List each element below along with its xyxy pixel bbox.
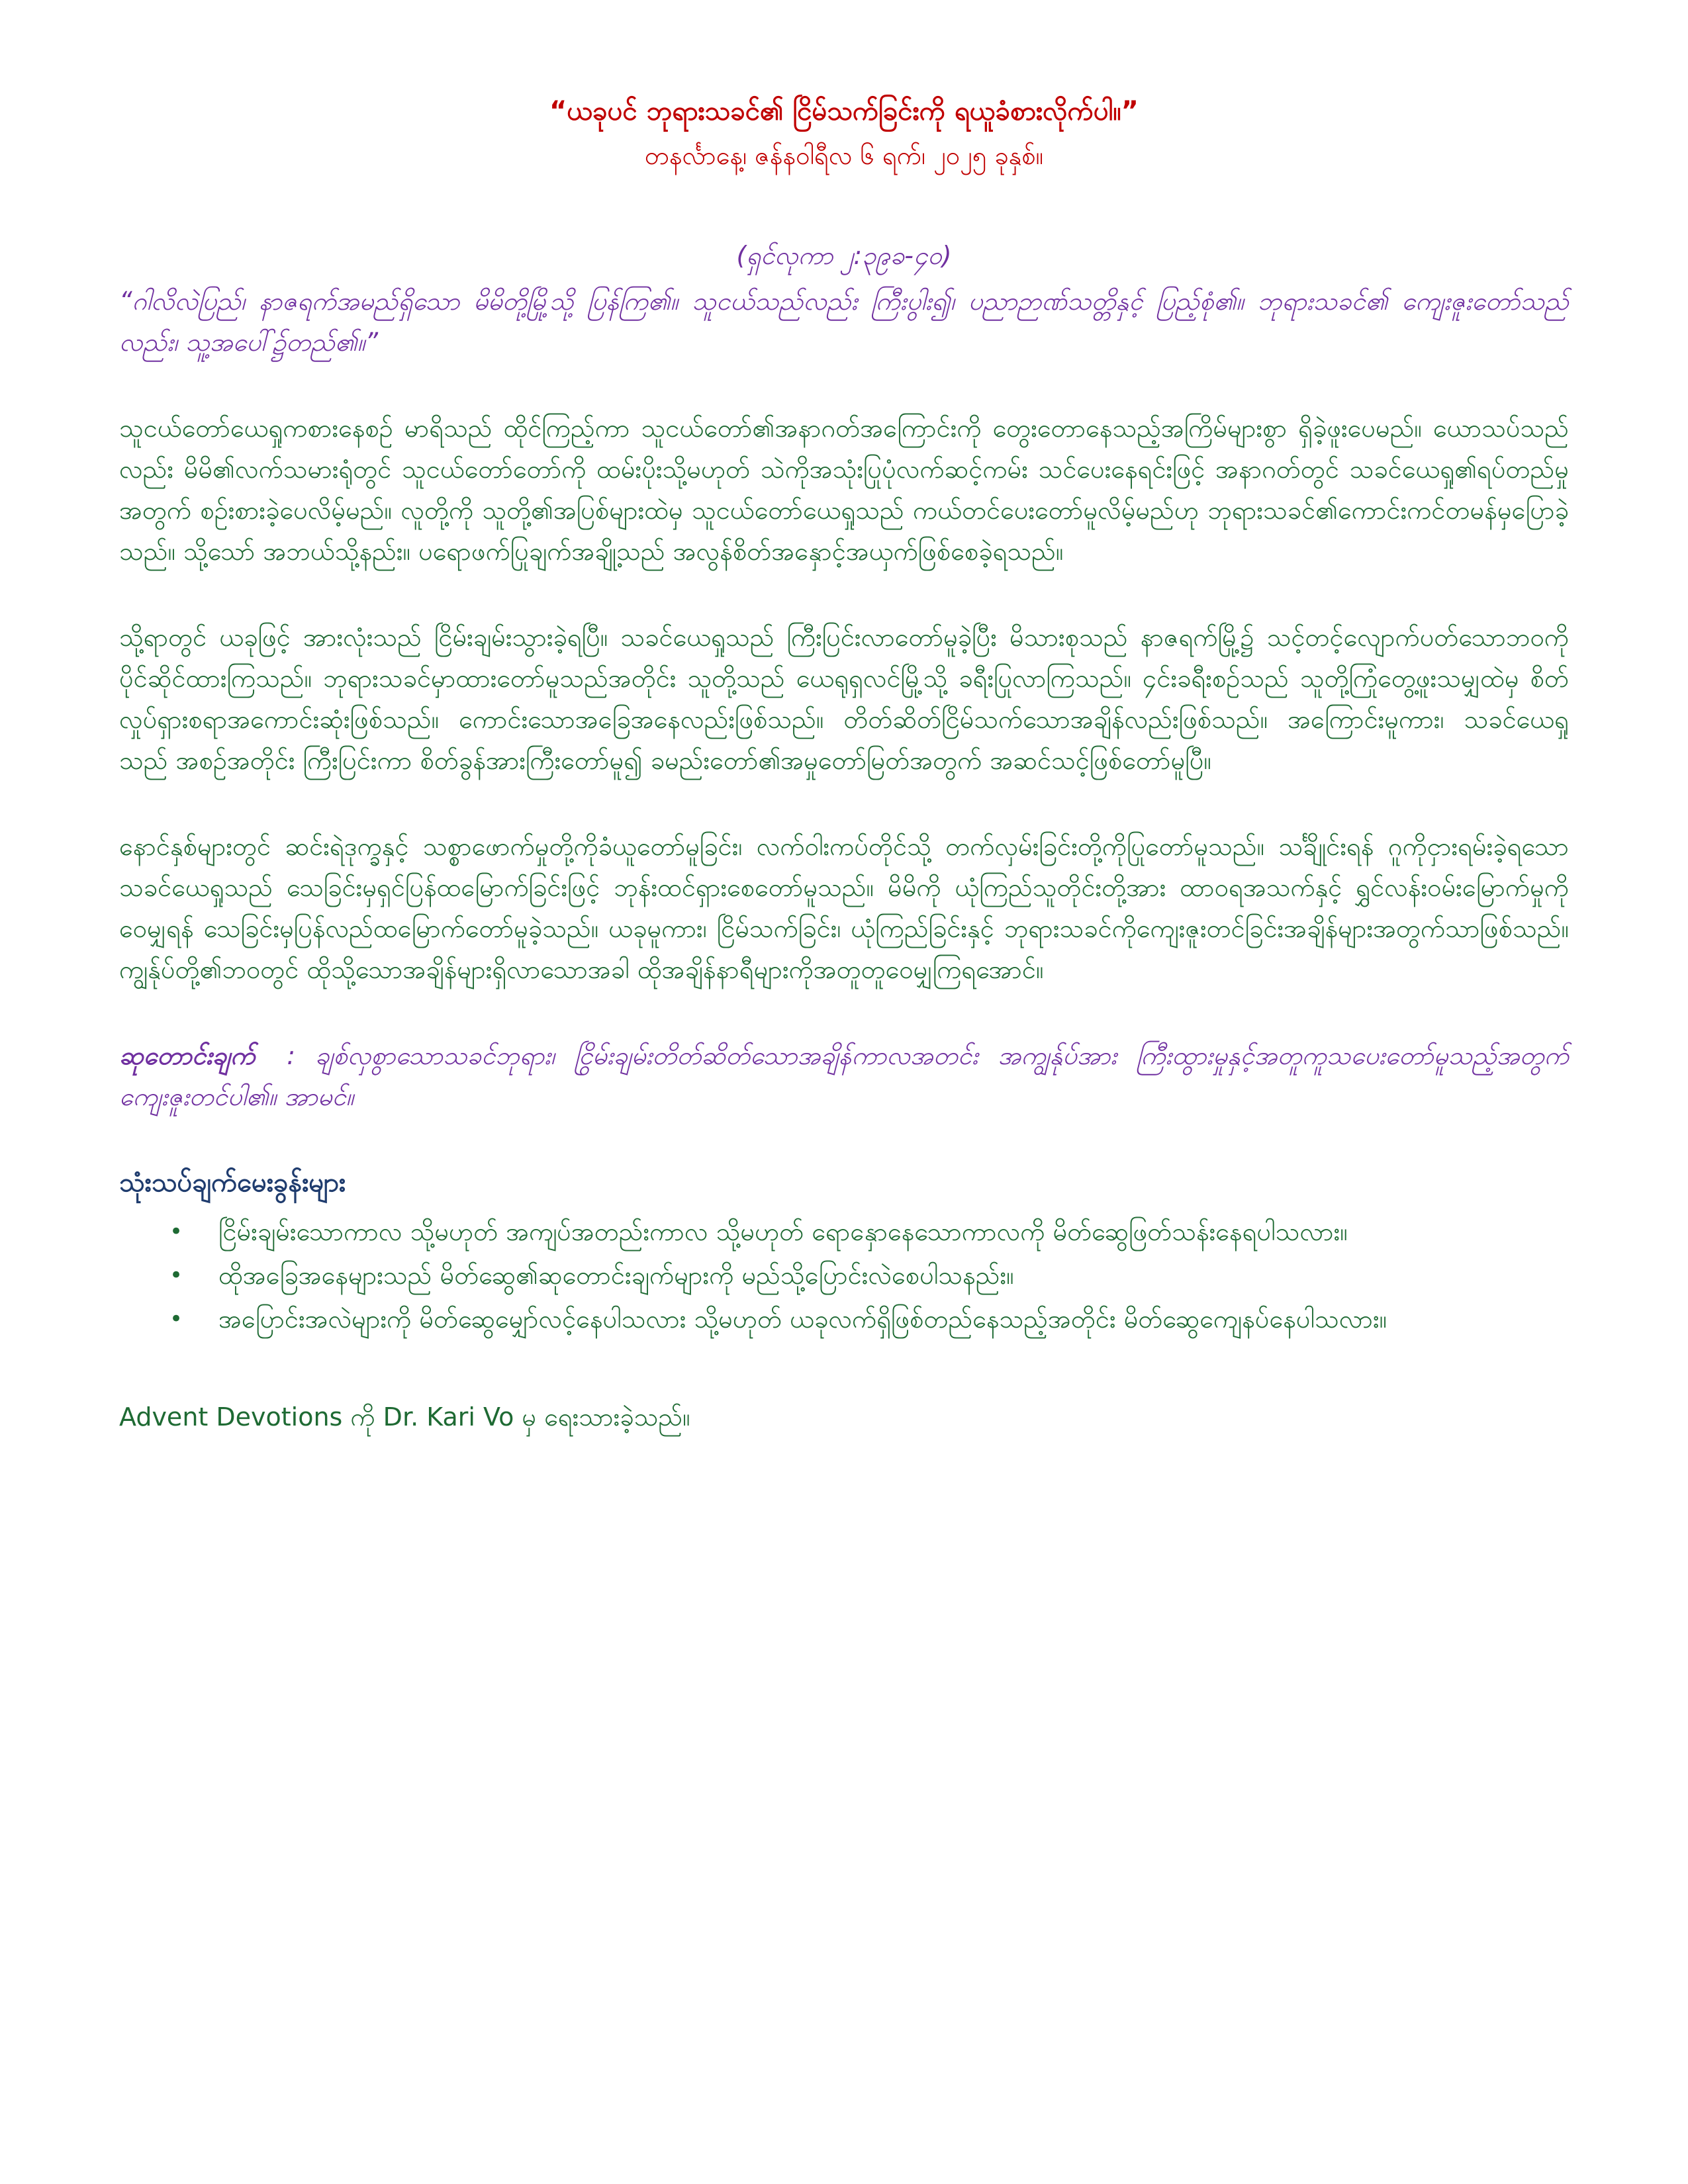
question-item bbox=[165, 1255, 1569, 1296]
bullet-icon: • bbox=[169, 1218, 183, 1245]
questions-heading: သုံးသပ်ချက်မေးခွန်းများ bbox=[119, 1167, 346, 1198]
page-title: “ယခုပင် ဘုရားသခင်၏ ငြိမ်သက်ခြင်းကို ရယူခံစားလိုက်ပါ။” bbox=[549, 96, 1139, 126]
scripture-reference: (ရှင်လုကာ ၂:၃၉ခ-၄၀) bbox=[736, 241, 952, 270]
author-credit: Advent Devotions ကို Dr. Kari Vo မှ ရေးသားခဲ့သည်။ bbox=[119, 1402, 690, 1432]
prayer-label: ဆုတောင်းချက် bbox=[119, 1041, 256, 1070]
question-item bbox=[165, 1298, 1569, 1340]
question-text: ငြိမ်းချမ်းသောကာလ သို့မဟုတ် အကျပ်အတည်းကာလ သို့မဟုတ် ရောနှောနေသောကာလကို မိတ်ဆွေဖြတ်သန်းနေရပါသလား။ bbox=[218, 1217, 1348, 1246]
scripture-text: “ဂါလိလဲပြည်၊ နာဇရက်အမည်ရှိသော မိမိတို့မြို့သို့ ပြန်ကြ၏။ သူငယ်သည်လည်း ကြီးပွါး၍၊ ပညာဉာဏ်သတ္တိနှင့် ပြည့်စုံ၏။ ဘုရားသခင်၏ ကျေးဇူးတော်သည်လည်း၊ သူ့အပေါ်၌တည်၏။” bbox=[119, 287, 1569, 357]
question-item bbox=[165, 1211, 1569, 1252]
bullet-icon: • bbox=[169, 1262, 183, 1289]
body-paragraph-1: သူငယ်တော်ယေရှုကစားနေစဉ် မာရိသည် ထိုင်ကြည့်ကာ သူငယ်တော်၏အနာဂတ်အကြောင်းကို တွေးတောနေသည့်အကြိမ်များစွာ ရှိခဲ့ဖူးပေမည်။ ယောသပ်သည်လည်း မိမိ၏လက်သမားရုံတွင် သူငယ်တော်တော်ကို ထမ်းပိုးသို့မဟုတ် သဲကိုအသုံးပြုပုံလက်ဆင့်ကမ်း သင်ပေးနေရင်းဖြင့် အနာဂတ်တွင် သခင်ယေရှု၏ရပ်တည်မှုအတွက် စဉ်းစားခဲ့ပေလိမ့်မည်။ လူတို့ကို သူတို့၏အပြစ်များထဲမှ သူငယ်တော်ယေရှုသည် ကယ်တင်ပေးတော်မူလိမ့်မည်ဟု ဘုရားသခင်၏ကောင်းကင်တမန်မှပြောခဲ့သည်။ သို့သော် အဘယ်သို့နည်း။ ပရောဖက်ပြုချက်အချို့သည် အလွန်စိတ်အနှောင့်အယှက်ဖြစ်စေခဲ့ရသည်။ bbox=[119, 414, 1569, 566]
bullet-icon: • bbox=[169, 1306, 183, 1332]
page-date: တနင်္လာနေ့၊ ဇန်နဝါရီလ ၆ ရက်၊ ၂၀၂၅ ခုနှစ်။ bbox=[644, 141, 1044, 170]
prayer-section bbox=[119, 1035, 1569, 1117]
prayer-text: : ချစ်လှစွာသောသခင်ဘုရား၊ ငြိမ်းချမ်းတိတ်ဆိတ်သောအချိန်ကာလအတွင်း အကျွန်ုပ်အား ကြီးထွားမှုနှင့်အတူကူသပေးတော်မူသည့်အတွက် ကျေးဇူးတင်ပါ၏။ အာမင်။ bbox=[119, 1041, 1569, 1111]
question-text: အပြောင်းအလဲများကို မိတ်ဆွေမျှော်လင့်နေပါသလား သို့မဟုတ် ယခုလက်ရှိဖြစ်တည်နေသည့်အတိုင်း မိတ်ဆွေကျေနပ်နေပါသလား။ bbox=[218, 1304, 1387, 1334]
body-paragraph-3: နောင်နှစ်များတွင် ဆင်းရဲဒုက္ခနှင့် သစ္စာဖောက်မှုတို့ကိုခံယူတော်မူခြင်း၊ လက်ဝါးကပ်တိုင်သို့ တက်လှမ်းခြင်းတို့ကိုပြုတော်မူသည်။ သင်္ချိုင်းရန် ဂူကိုငှားရမ်းခဲ့ရသော သခင်ယေရှုသည် သေခြင်းမှရှင်ပြန်ထမြောက်ခြင်းဖြင့် ဘုန်းထင်ရှားစေတော်မူသည်။ မိမိကို ယုံကြည်သူတိုင်းတို့အား ထာဝရအသက်နှင့် ရွှင်လန်းဝမ်းမြောက်မှုကို ဝေမျှရန် သေခြင်းမှပြန်လည်ထမြောက်တော်မူခဲ့သည်။ ယခုမူကား၊ ငြိမ်သက်ခြင်း၊ ယုံကြည်ခြင်းနှင့် ဘုရားသခင်ကိုကျေးဇူးတင်ခြင်းအချိန်များအတွက်သာဖြစ်သည်။ ကျွန်ုပ်တို့၏ဘဝတွင် ထိုသို့သောအချိန်များရှိလာသောအခါ ထိုအချိန်နာရီများကိုအတူတူဝေမျှကြရအောင်။ bbox=[119, 832, 1569, 984]
body-paragraph-2: သို့ရာတွင် ယခုဖြင့် အားလုံးသည် ငြိမ်းချမ်းသွားခဲ့ရပြီ။ သခင်ယေရှုသည် ကြီးပြင်းလာတော်မူခဲ့ပြီး မိသားစုသည် နာဇရက်မြို့၌ သင့်တင့်လျောက်ပတ်သောဘဝကို ပိုင်ဆိုင်ထားကြသည်။ ဘုရားသခင်မှာထားတော်မူသည်အတိုင်း သူတို့သည် ယေရုရှလင်မြို့သို့ ခရီးပြုလာကြသည်။ ၄င်းခရီးစဉ်သည် သူတို့ကြုံတွေ့ဖူးသမျှထဲမှ စိတ်လှုပ်ရှားစရာအကောင်းဆုံးဖြစ်သည်။ ကောင်းသောအခြေအနေလည်းဖြစ်သည်။ တိတ်ဆိတ်ငြိမ်သက်သောအချိန်လည်းဖြစ်သည်။ အကြောင်းမူကား၊ သခင်ယေရှုသည် အစဉ်အတိုင်း ကြီးပြင်းကာ စိတ်ခွန်အားကြီးတော်မူ၍ ခမည်းတော်၏အမှုတော်မြတ်အတွက် အဆင်သင့်ဖြစ်တော်မူပြီ။ bbox=[119, 623, 1569, 775]
questions-list bbox=[119, 1211, 1569, 1340]
question-text: ထိုအခြေအနေများသည် မိတ်ဆွေ၏ဆုတောင်းချက်များကို မည်သို့ပြောင်းလဲစေပါသနည်း။ bbox=[218, 1261, 1014, 1290]
